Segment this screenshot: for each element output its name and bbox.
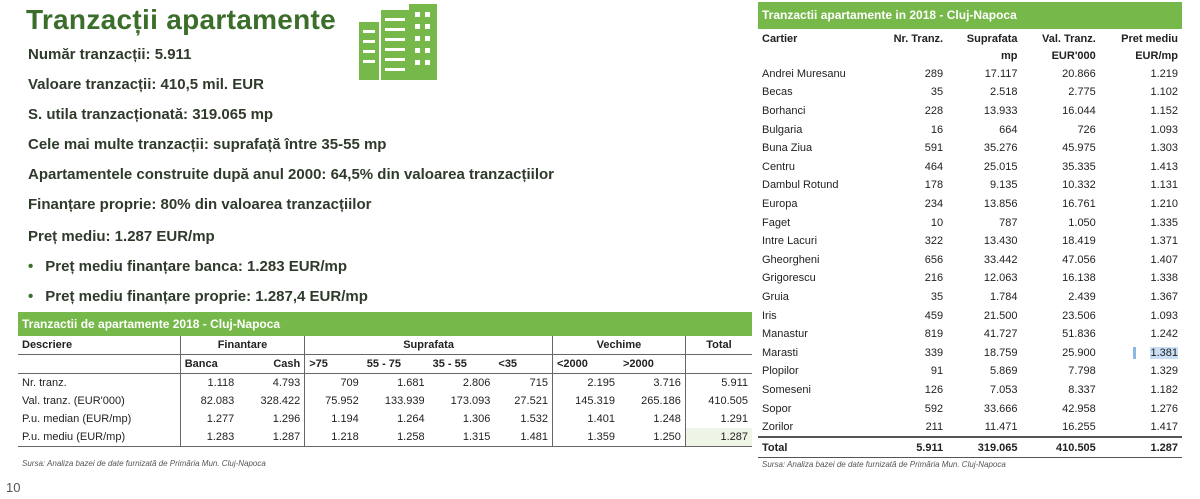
table2-source: Sursa: Analiza bazei de date furnizată de Primăria Mun. Cluj-Napoca: [762, 460, 1006, 469]
subheader-gt2000: >2000: [619, 355, 685, 374]
table-row: [758, 213, 1182, 232]
table-cell: 339: [924, 346, 944, 359]
cartier-name: Manastur: [762, 328, 808, 341]
neighbourhood-table: [758, 2, 1182, 458]
table-title: Tranzactii apartamente in 2018 - Cluj-Napoca: [758, 2, 1182, 29]
table-cell: 16.761: [1062, 198, 1096, 211]
table-cell: 17.117: [984, 67, 1018, 80]
table-cell: 35: [930, 86, 944, 99]
cartier-name: Borhanci: [762, 105, 806, 118]
table-row: [758, 158, 1182, 177]
cartier-name: Becas: [762, 86, 793, 99]
table-cell: 35.335: [1062, 160, 1096, 173]
table-cell: 51.836: [1062, 328, 1096, 341]
table-cell: 1.182: [1150, 383, 1178, 396]
cartier-name: Zorilor: [762, 421, 794, 434]
page-title: Tranzacții apartamente: [26, 4, 337, 35]
header-nr-tranz: Nr. Tranz.: [893, 32, 944, 45]
table-cell: 16.255: [1062, 421, 1096, 434]
table-title-row: [18, 312, 752, 336]
table-cell: 23.506: [1062, 309, 1096, 322]
table-row: [758, 195, 1182, 214]
table-cell: 20.866: [1062, 67, 1096, 80]
stat-pret-mediu: Preț mediu: 1.287 EUR/mp: [28, 228, 215, 245]
table-cell: 1.367: [1150, 291, 1178, 304]
page-number: 10: [6, 480, 21, 495]
table-row: [758, 418, 1182, 438]
table-cell: 45.975: [1062, 142, 1096, 155]
table-cell: 1.152: [1150, 105, 1178, 118]
table-row: [758, 325, 1182, 344]
table-title: Tranzactii de apartamente 2018 - Cluj-Napoca: [18, 312, 752, 336]
table-cell: 41.727: [983, 328, 1018, 341]
table-row: [758, 269, 1182, 288]
cartier-name: Sopor: [762, 402, 792, 415]
subheader-cash: Cash: [238, 355, 304, 374]
table-cell: 1.335: [1150, 216, 1178, 229]
cartier-name: Bulgaria: [762, 123, 803, 136]
subheader-55-75: 55 - 75: [363, 355, 429, 374]
table-cell: 42.958: [1062, 402, 1096, 415]
cartier-name: Marasti: [762, 346, 799, 359]
table-cell: 1.784: [989, 291, 1018, 304]
table-cell: 35.276: [983, 142, 1018, 155]
table-cell: 1.093: [1150, 123, 1178, 136]
table-cell: 10.332: [1062, 179, 1096, 192]
table-cell: 592: [924, 402, 944, 415]
table-cell: 216: [924, 272, 944, 285]
table-cell: 664: [999, 123, 1018, 136]
cartier-name: Gheorgheni: [762, 253, 820, 266]
table-cell: 47.056: [1062, 253, 1096, 266]
table-total-row: Total 5.911 319.065 410.505 1.287: [758, 437, 1182, 457]
table-cell: 819: [924, 328, 944, 341]
cursor-marker: [1133, 347, 1136, 359]
header-cartier: Cartier: [762, 32, 798, 45]
table-cell: 16.044: [1062, 105, 1096, 118]
table-cell: 18.419: [1062, 235, 1096, 248]
table-row: [758, 139, 1182, 158]
table-cell: 1.242: [1150, 328, 1178, 341]
table-cell: 1.381: [1100, 344, 1182, 363]
table-row: [758, 176, 1182, 195]
table-cell: 9.135: [989, 179, 1018, 192]
table-cell: 464: [924, 160, 944, 173]
table-cell: 13.430: [983, 235, 1018, 248]
table-cell: 12.063: [983, 272, 1018, 285]
table-cell: 7.798: [1068, 365, 1096, 378]
stat-finantare-proprie: Finanțare proprie: 80% din valoarea tranzacțiilor: [28, 196, 372, 213]
table-cell: 2.775: [1068, 86, 1096, 99]
table-cell: 11.471: [984, 421, 1018, 434]
cartier-name: Someseni: [762, 383, 811, 396]
table-cell: 234: [924, 198, 944, 211]
table-cell: 8.337: [1068, 383, 1096, 396]
table-cell: 178: [924, 179, 944, 192]
table-row: Nr. tranz. 1.118 4.793 709 1.681 2.806 715 2.195 3.716 5.911: [18, 374, 752, 393]
header-suprafata: Suprafata mp: [966, 32, 1018, 62]
table-row: [758, 344, 1182, 363]
table-cell: 16: [930, 123, 944, 136]
table-cell: 2.518: [989, 86, 1018, 99]
table-cell: 126: [924, 383, 944, 396]
table-title-row: [758, 2, 1182, 29]
cartier-name: Dambul Rotund: [762, 179, 839, 192]
table-cell: 10: [930, 216, 944, 229]
table-cell: 1.413: [1150, 160, 1178, 173]
header-total: Total: [685, 336, 752, 355]
table-cell: 1.131: [1150, 179, 1178, 192]
cartier-name: Faget: [762, 216, 791, 229]
bullet-icon: •: [28, 258, 34, 275]
table-cell: 1.276: [1150, 402, 1178, 415]
stat-pret-banca: • Preț mediu finanțare banca: 1.283 EUR/mp: [28, 258, 348, 275]
table-cell: 211: [925, 421, 944, 434]
table-cell: 21.500: [983, 309, 1018, 322]
table-cell: 459: [924, 309, 944, 322]
table-subheader-row: [18, 355, 752, 374]
header-pret-mediu: Pret mediu EUR/mp: [1121, 32, 1178, 62]
table-cell: 25.015: [983, 160, 1018, 173]
table-row: [758, 399, 1182, 418]
table-cell: 25.900: [1062, 346, 1096, 359]
cartier-name: Grigorescu: [762, 272, 816, 285]
table-cell: 726: [1077, 123, 1096, 136]
table-cell: 591: [924, 142, 944, 155]
cartier-name: Europa: [762, 198, 798, 211]
table-cell: 13.856: [983, 198, 1018, 211]
table-cell: 656: [924, 253, 944, 266]
table-cell: 1.210: [1150, 198, 1178, 211]
table-cell: 787: [999, 216, 1018, 229]
table-row: [758, 251, 1182, 270]
cartier-name: Buna Ziua: [762, 142, 813, 155]
summary-panel: [22, 0, 752, 305]
table-cell: 2.439: [1068, 291, 1096, 304]
table-row: [758, 306, 1182, 325]
table-cell: 91: [930, 365, 944, 378]
table-row: [758, 120, 1182, 139]
table-cell: 1.329: [1150, 365, 1178, 378]
table-cell: 18.759: [983, 346, 1018, 359]
table-row: [758, 288, 1182, 307]
subheader-gt75: >75: [305, 355, 363, 374]
cartier-name: Centru: [762, 160, 796, 173]
stat-nr-tranzactii: Număr tranzacții: 5.911: [28, 46, 192, 63]
cartier-name: Intre Lacuri: [762, 235, 818, 248]
header-val-tranz: Val. Tranz. EUR'000: [1041, 32, 1096, 62]
table-cell: 16.138: [1062, 272, 1096, 285]
table-cell: 1.417: [1150, 421, 1178, 434]
subheader-banca: Banca: [180, 355, 238, 374]
cartier-name: Plopilor: [762, 365, 799, 378]
table-cell: 1.050: [1068, 216, 1096, 229]
table-cell: 1.219: [1150, 67, 1178, 80]
table-row: [758, 83, 1182, 102]
table-cell: 5.869: [989, 365, 1018, 378]
table-row: [758, 232, 1182, 251]
table-row: [758, 381, 1182, 400]
stat-valoare-tranzactii: Valoare tranzacții: 410,5 mil. EUR: [28, 76, 264, 93]
table-cell: 1.303: [1150, 142, 1178, 155]
table-cell: 33.666: [983, 402, 1018, 415]
table-cell: 33.442: [983, 253, 1018, 266]
table-row: P.u. mediu (EUR/mp) 1.283 1.287 1.218 1.258 1.315 1.481 1.359 1.250 1.287: [18, 428, 752, 447]
building-icon: [355, 4, 439, 80]
table1-source: Sursa: Analiza bazei de date furnizată de Primăria Mun. Cluj-Napoca: [22, 459, 266, 468]
table-header-row: [758, 29, 1182, 65]
table-cell: 228: [924, 105, 944, 118]
table-cell: 322: [924, 235, 944, 248]
table-header-row: [18, 336, 752, 355]
cartier-name: Iris: [762, 309, 777, 322]
transactions-summary-table: [18, 312, 752, 447]
subheader-lt2000: <2000: [552, 355, 618, 374]
table-body: [758, 65, 1182, 438]
subheader-35-55: 35 - 55: [429, 355, 495, 374]
table-cell: 1.102: [1150, 86, 1178, 99]
bullet-icon: •: [28, 288, 34, 305]
stat-pret-proprie: • Preț mediu finanțare proprie: 1.287,4 EUR/mp: [28, 288, 368, 305]
stat-dupa-2000: Apartamentele construite după anul 2000: 64,5% din valoarea tranzacțiilor: [28, 166, 555, 183]
table-cell: 1.407: [1150, 253, 1178, 266]
table-row: [758, 102, 1182, 121]
header-finantare: Finantare: [180, 336, 305, 355]
stat-cele-mai-multe: Cele mai multe tranzacții: suprafață între 35-55 mp: [28, 136, 387, 153]
subheader-lt35: <35: [494, 355, 552, 374]
table-cell: 7.053: [989, 383, 1018, 396]
table-cell: 1.338: [1150, 272, 1178, 285]
table-cell: 1.093: [1150, 309, 1178, 322]
cartier-name: Andrei Muresanu: [762, 67, 846, 80]
table-cell: 1.371: [1150, 235, 1178, 248]
stat-suprafata: S. utila tranzacționată: 319.065 mp: [28, 106, 274, 123]
table-row: P.u. median (EUR/mp) 1.277 1.296 1.194 1.264 1.306 1.532 1.401 1.248 1.291: [18, 410, 752, 428]
table-row: Val. tranz. (EUR'000) 82.083 328.422 75.952 133.939 173.093 27.521 145.319 265.186 410.505: [18, 392, 752, 410]
table-cell: 289: [924, 67, 944, 80]
cartier-name: Gruia: [762, 291, 789, 304]
table-cell: 13.933: [983, 105, 1018, 118]
header-vechime: Vechime: [552, 336, 685, 355]
table-row: [758, 362, 1182, 381]
header-suprafata: Suprafata: [305, 336, 553, 355]
table-row: [758, 65, 1182, 84]
table-cell: 35: [930, 291, 944, 304]
header-descriere: Descriere: [18, 336, 180, 355]
